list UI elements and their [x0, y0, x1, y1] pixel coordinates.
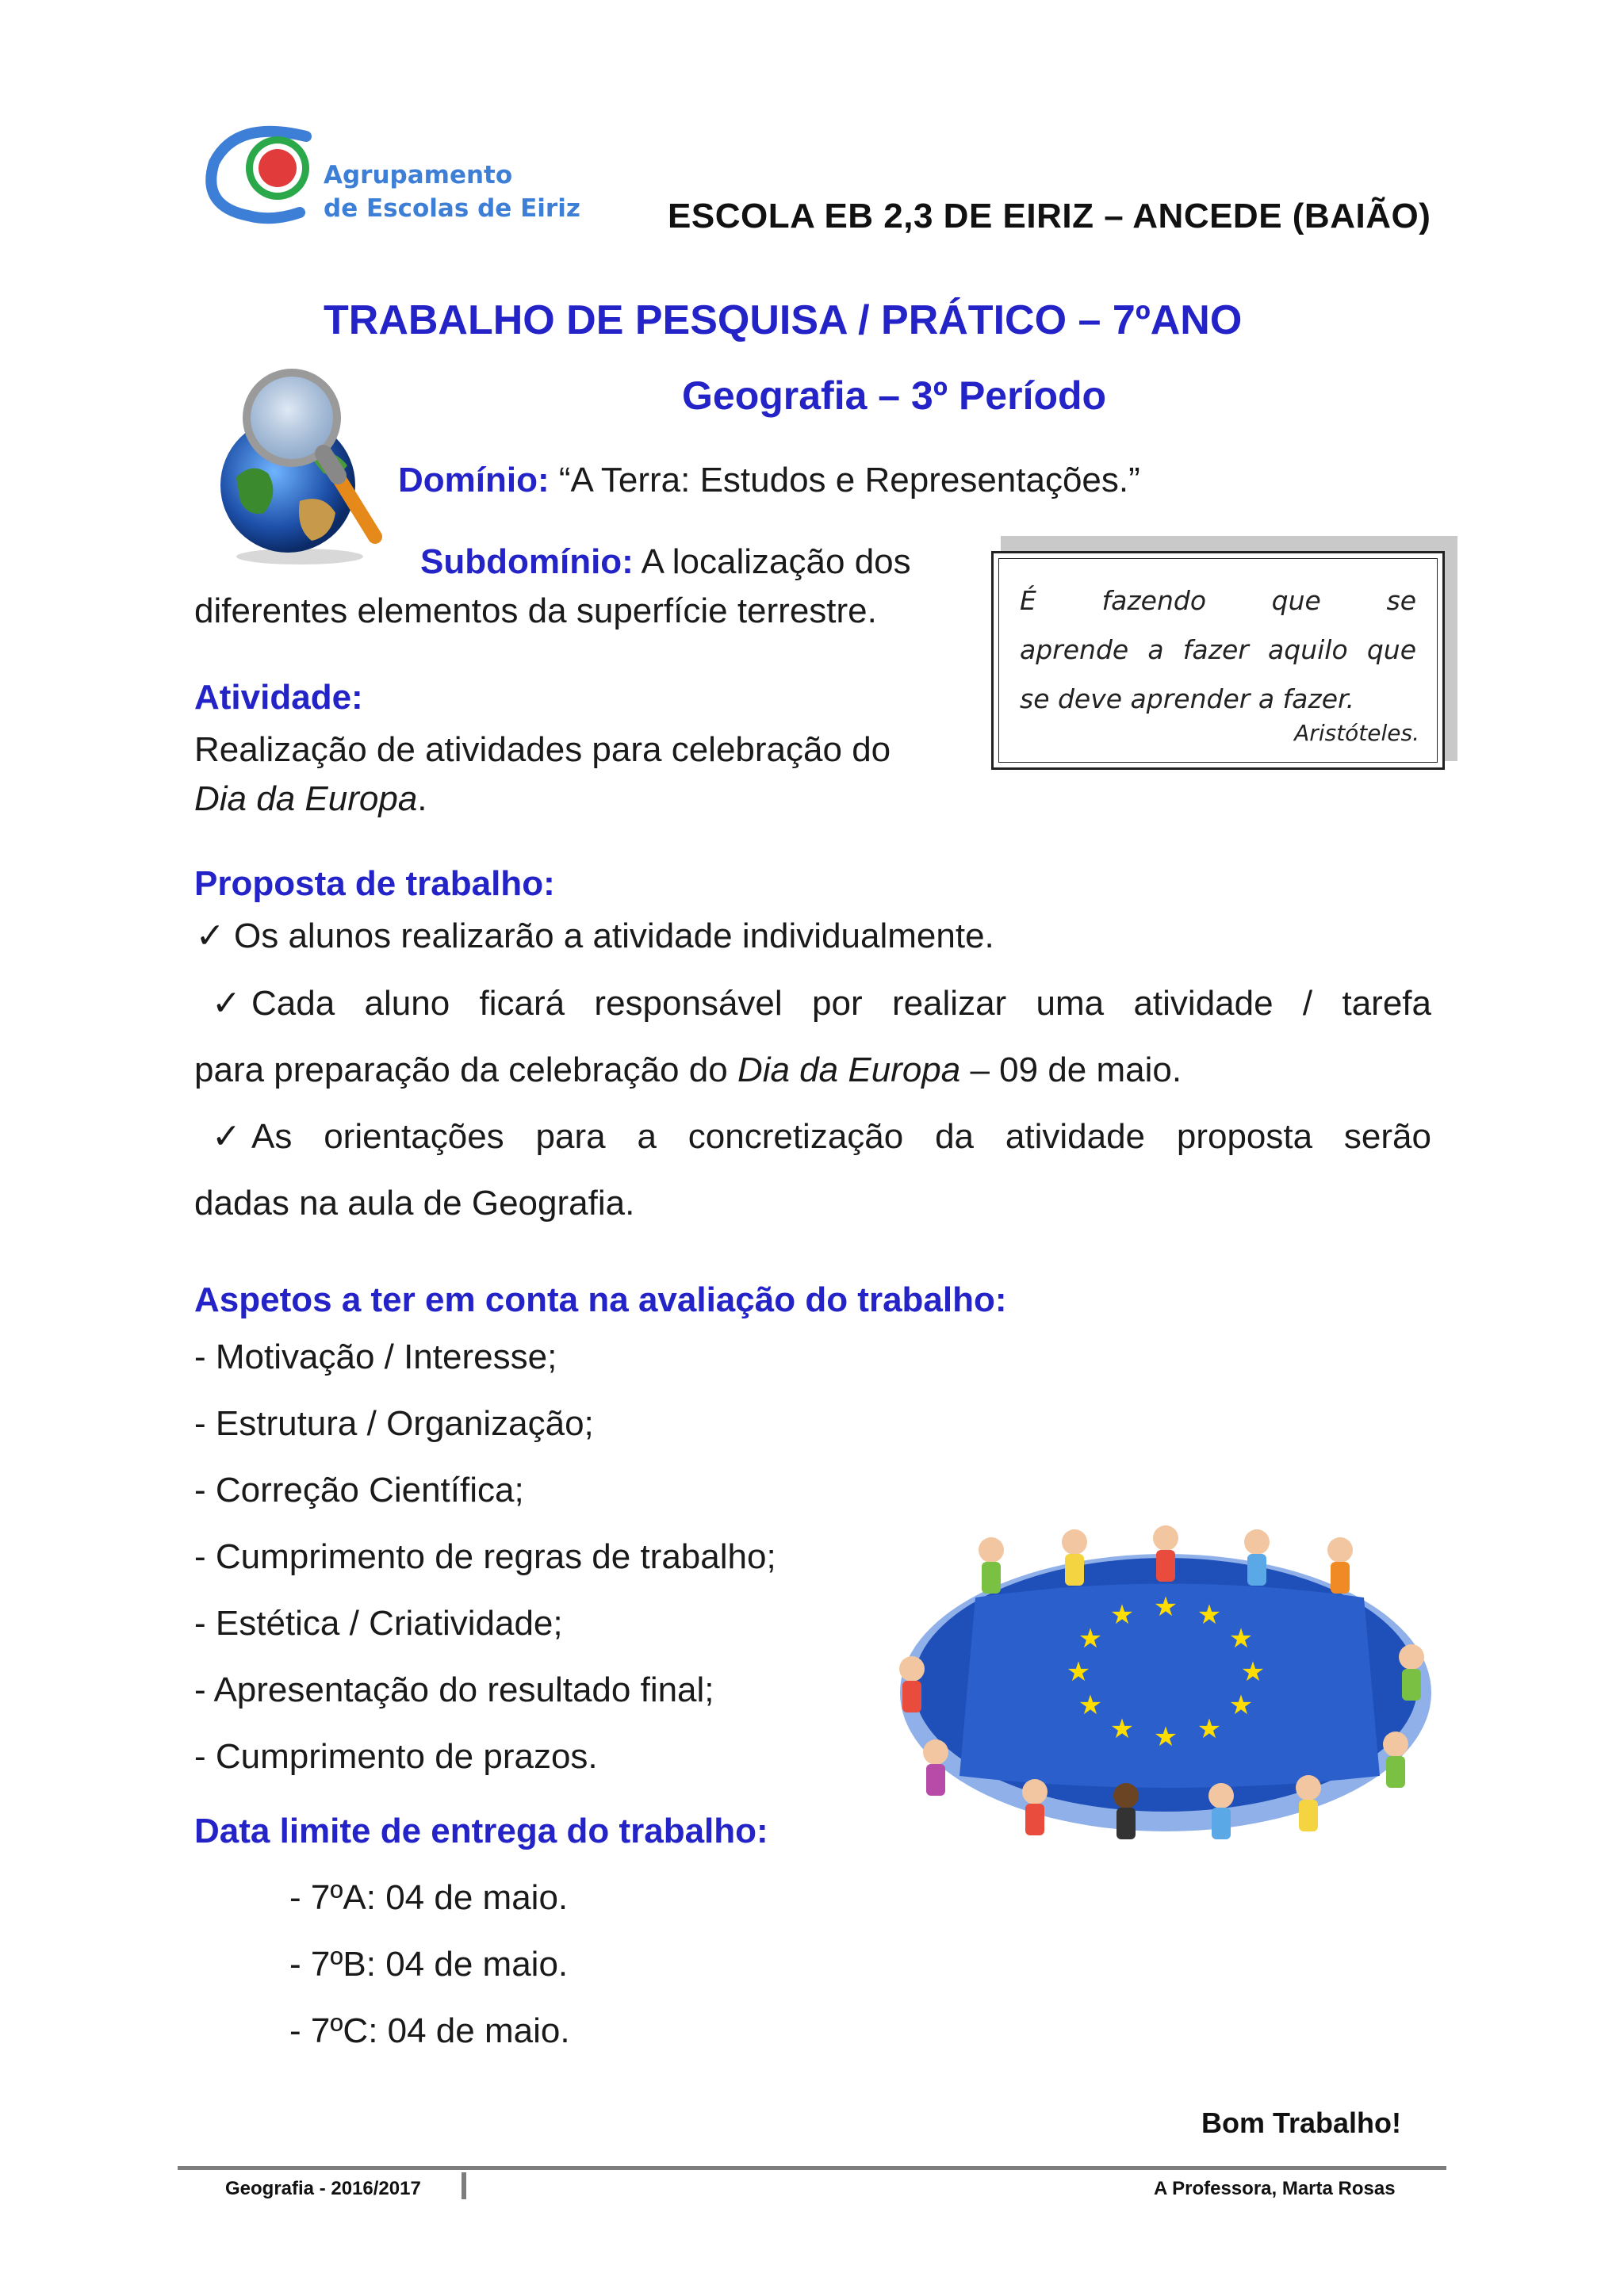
quote-line-2: aprende a fazer aquilo que — [1020, 634, 1416, 665]
deadline-heading: Data limite de entrega do trabalho: — [194, 1812, 768, 1850]
quote-author: Aristóteles. — [1294, 720, 1419, 746]
svg-text:★: ★ — [1109, 1713, 1135, 1745]
proposal-item-3-line-1: As orientações para a concretização da atividade proposta serão — [251, 1117, 1431, 1156]
svg-text:★: ★ — [1066, 1656, 1091, 1688]
list-item: - 7ºC: 04 de maio. — [289, 2011, 570, 2050]
proposal-heading: Proposta de trabalho: — [194, 864, 555, 903]
proposal-item — [194, 912, 1431, 961]
proposal-item — [194, 1104, 1431, 1170]
proposal-list — [194, 912, 1431, 1237]
proposal-item-2-line-2b: – 09 de maio. — [970, 1050, 1182, 1089]
proposal-item-3-line-2: dadas na aula de Geografia. — [194, 1184, 635, 1223]
proposal-item-2-italic: Dia da Europa — [737, 1050, 961, 1089]
proposal-item — [194, 970, 1431, 1037]
domain-text: “A Terra: Estudos e Representações.” — [558, 461, 1140, 499]
quote-inner-border — [998, 558, 1438, 763]
subdomain-text-1: A localização dos — [641, 542, 911, 581]
check-icon: ✓ — [212, 984, 241, 1023]
check-icon: ✓ — [195, 916, 225, 955]
svg-text:★: ★ — [1197, 1713, 1222, 1745]
svg-text:★: ★ — [1153, 1591, 1178, 1623]
activity-text-italic: Dia da Europa — [194, 779, 418, 818]
logo-line-1: Agrupamento — [324, 161, 513, 189]
closing-text: Bom Trabalho! — [1201, 2107, 1402, 2139]
list-item: - Cumprimento de regras de trabalho; — [194, 1537, 776, 1576]
svg-text:★: ★ — [1228, 1689, 1254, 1721]
svg-text:★: ★ — [1240, 1656, 1266, 1688]
proposal-item-1-text: Os alunos realizarão a atividade individualmente. — [234, 916, 994, 955]
svg-text:★: ★ — [1078, 1689, 1103, 1721]
eu-flag-people-illustration — [888, 1522, 1443, 1855]
logo-line-2: de Escolas de Eiriz — [324, 194, 580, 223]
aspects-heading: Aspetos a ter em conta na avaliação do trabalho: — [194, 1280, 1007, 1319]
footer-separator — [462, 2172, 466, 2199]
proposal-item-2-continuation — [194, 1037, 1431, 1104]
svg-text:★: ★ — [1197, 1599, 1222, 1631]
list-item: - Motivação / Interesse; — [194, 1337, 557, 1376]
svg-text:★: ★ — [1109, 1599, 1135, 1631]
aspects-list — [194, 1324, 776, 1790]
list-item: - Correção Científica; — [194, 1471, 524, 1510]
check-icon: ✓ — [212, 1117, 241, 1156]
list-item: - Apresentação do resultado final; — [194, 1670, 714, 1709]
domain-label: Domínio: — [398, 461, 550, 499]
list-item: - Estrutura / Organização; — [194, 1404, 594, 1443]
quote-text — [1020, 576, 1416, 724]
footer-right: A Professora, Marta Rosas — [1154, 2178, 1396, 2199]
quote-line-1: É fazendo que se — [1020, 585, 1416, 616]
list-item: - Cumprimento de prazos. — [194, 1737, 598, 1776]
magnifier-globe-icon — [205, 366, 395, 572]
list-item: - 7ºB: 04 de maio. — [289, 1945, 569, 1984]
footer-divider — [178, 2166, 1446, 2170]
subdomain-line — [420, 538, 911, 587]
svg-text:★: ★ — [1153, 1721, 1178, 1753]
page-title: TRABALHO DE PESQUISA / PRÁTICO – 7ºANO — [324, 297, 1243, 343]
list-item: - 7ºA: 04 de maio. — [289, 1878, 569, 1917]
domain-line — [398, 456, 1140, 505]
school-name: ESCOLA EB 2,3 DE EIRIZ – ANCEDE (BAIÃO) — [668, 197, 1431, 235]
proposal-item-2-line-1: Cada aluno ficará responsável por realizar uma atividade / tarefa — [251, 984, 1431, 1023]
proposal-item-2-line-2a: para preparação da celebração do — [194, 1050, 728, 1089]
svg-text:★: ★ — [1228, 1623, 1254, 1655]
activity-text-main: Realização de atividades para celebração do — [194, 730, 891, 769]
list-item: - Estética / Criatividade; — [194, 1604, 563, 1643]
quote-box — [991, 551, 1445, 770]
footer-left: Geografia - 2016/2017 — [225, 2178, 421, 2199]
logo-text — [324, 159, 580, 225]
quote-line-3: se deve aprender a fazer. — [1020, 683, 1355, 714]
activity-heading: Atividade: — [194, 678, 363, 717]
page-subtitle: Geografia – 3º Período — [682, 373, 1107, 418]
subdomain-label: Subdomínio: — [420, 542, 634, 581]
activity-text-end: . — [417, 779, 427, 818]
subdomain-text-2: diferentes elementos da superfície terrestre. — [194, 591, 877, 630]
deadline-list — [289, 1865, 570, 2064]
svg-text:★: ★ — [1078, 1623, 1103, 1655]
activity-text — [194, 725, 971, 824]
